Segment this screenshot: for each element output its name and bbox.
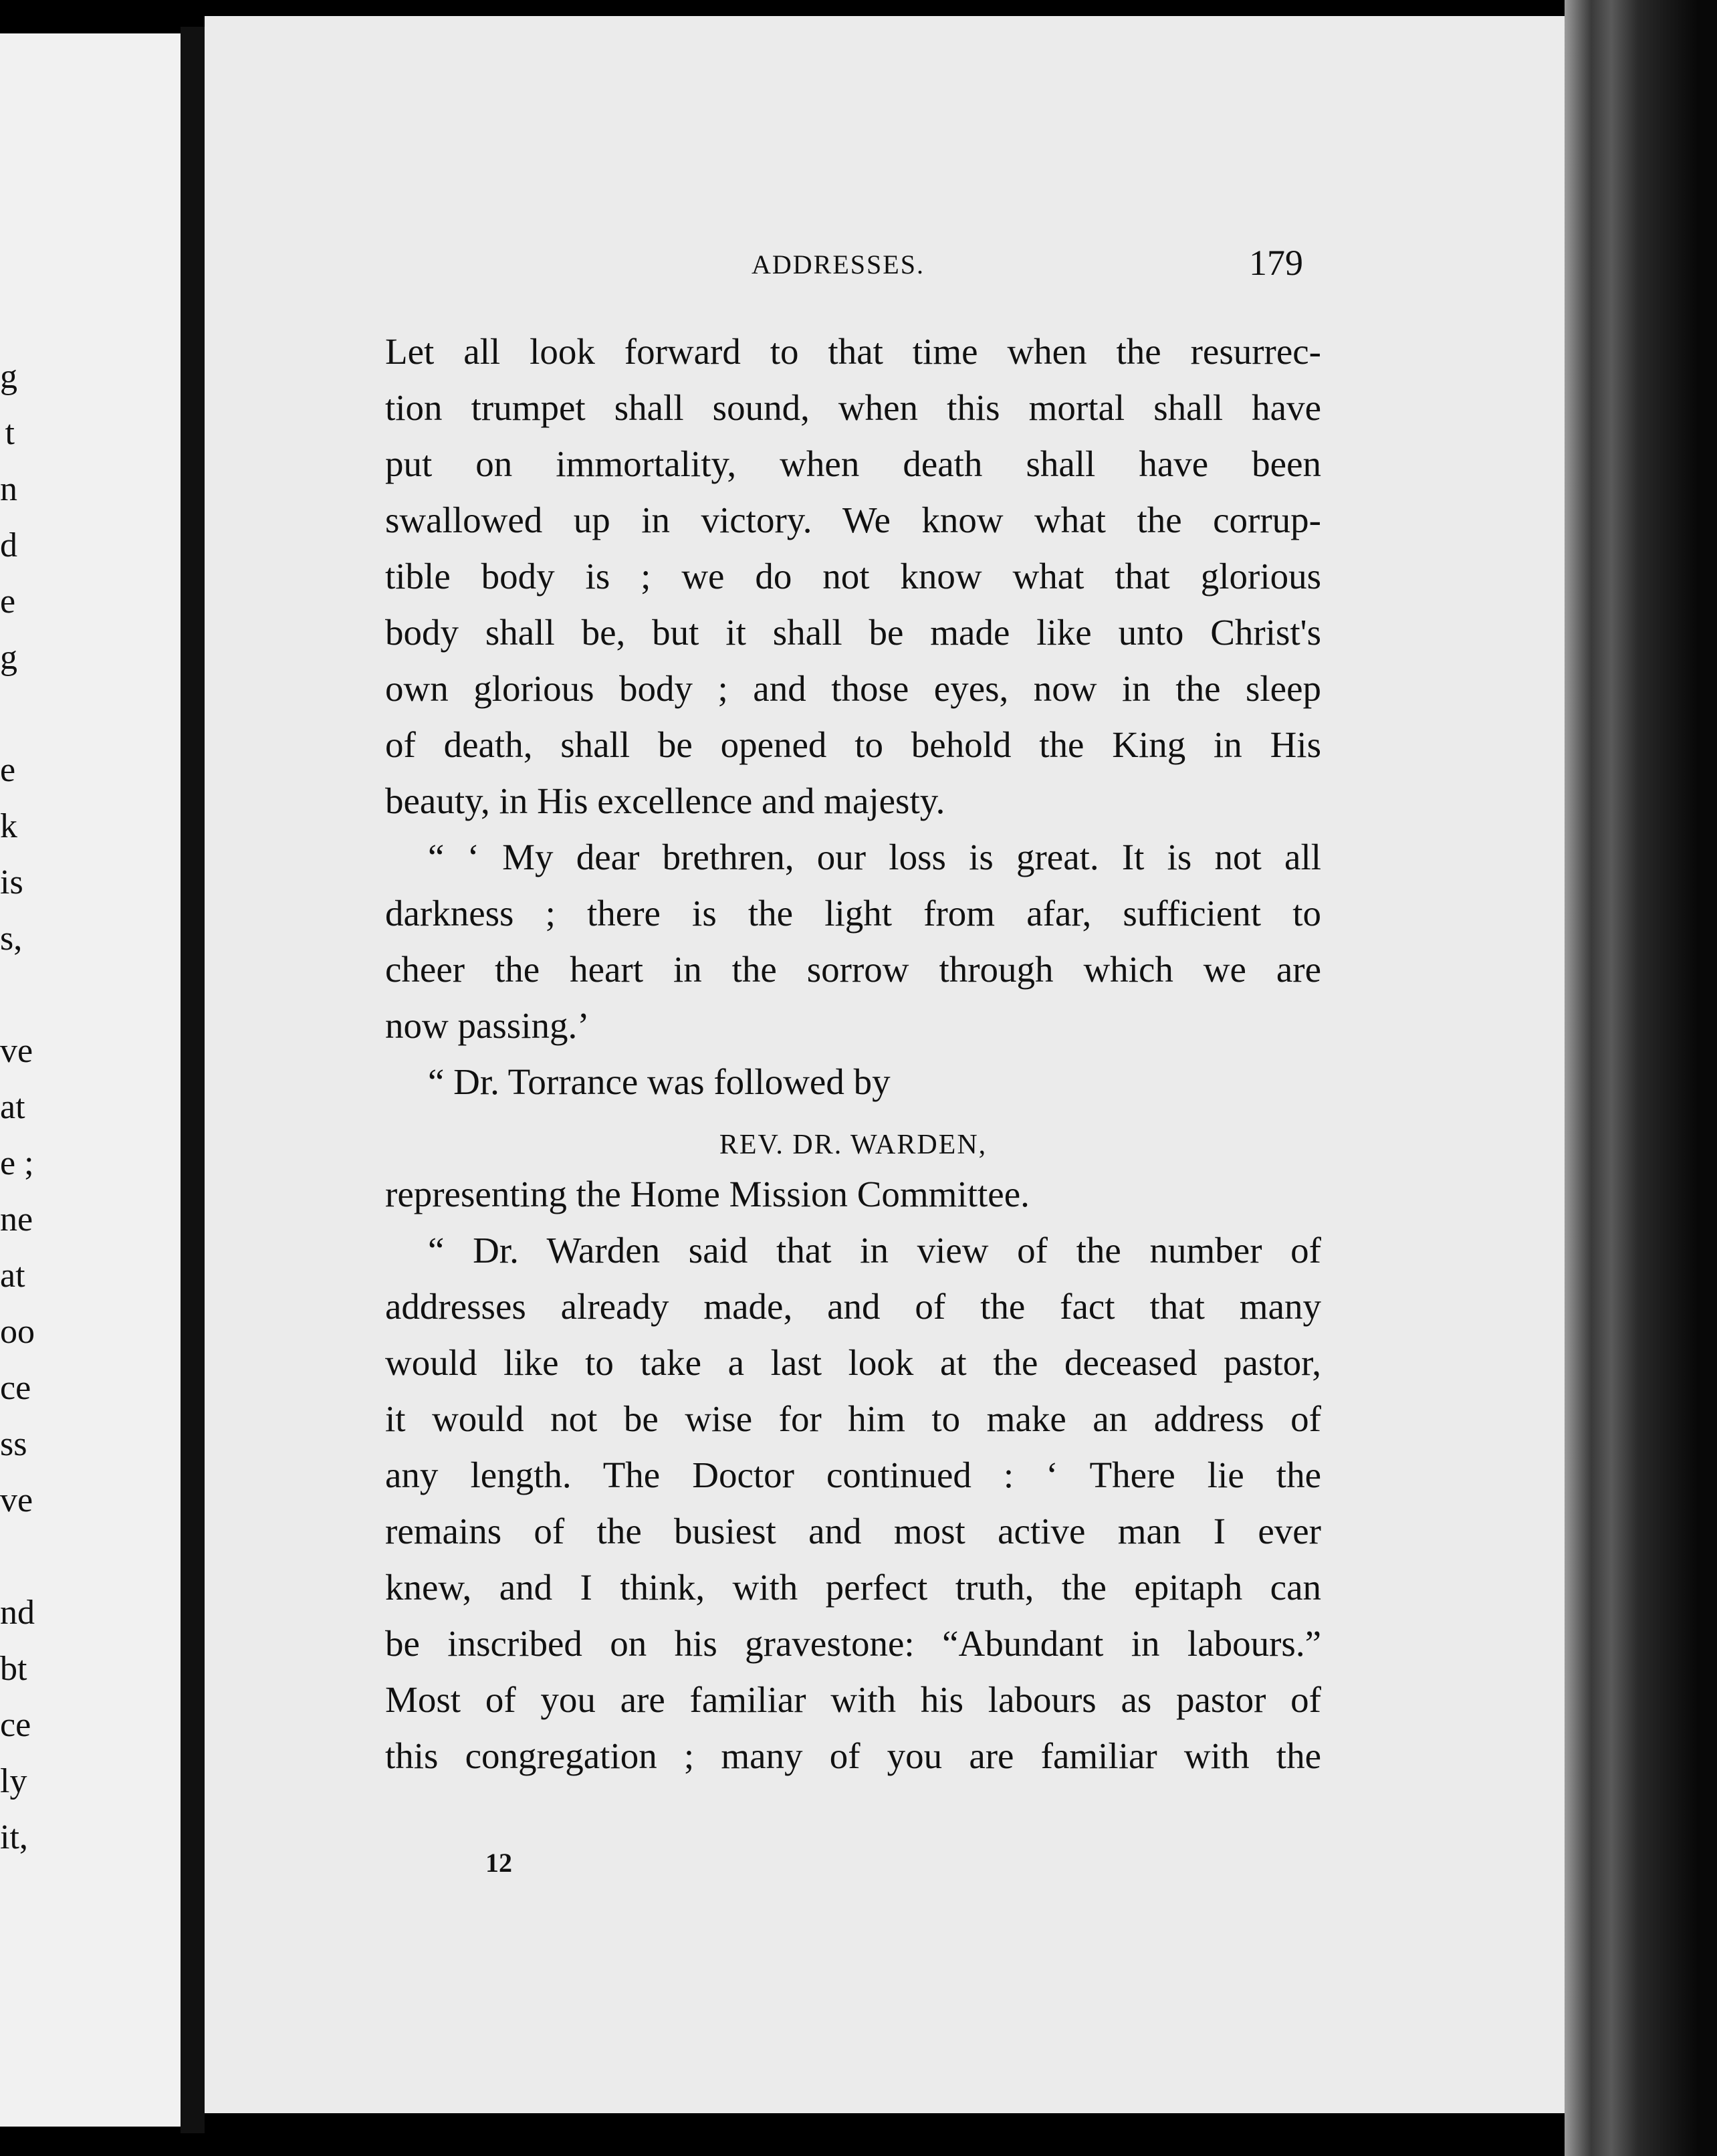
facing-line: ce (0, 1369, 31, 1407)
facing-line: oo (0, 1313, 35, 1351)
facing-line: nd (0, 1594, 35, 1632)
facing-line: n (0, 470, 17, 508)
facing-line: at (0, 1088, 25, 1126)
text-line: Most of you are familiar with his labours as pastor of (385, 1679, 1321, 1720)
facing-line: ce (0, 1706, 31, 1744)
facing-line: k (0, 807, 17, 845)
text-line: “ ‘ My dear brethren, our loss is great. It is not all (428, 837, 1321, 877)
text-line: of death, shall be opened to behold the King in His (385, 724, 1321, 765)
facing-line: e ; (0, 1144, 34, 1182)
facing-line: ve (0, 1481, 33, 1519)
running-head: ADDRESSES. (752, 249, 925, 280)
text-line: tion trumpet shall sound, when this mortal shall have (385, 387, 1321, 428)
text-line: remains of the busiest and most active man I ever (385, 1511, 1321, 1551)
text-line: beauty, in His excellence and majesty. (385, 780, 945, 821)
signature-mark: 12 (485, 1848, 512, 1878)
facing-line: ve (0, 1032, 33, 1070)
facing-line: ly (0, 1762, 27, 1800)
text-line: body shall be, but it shall be made like unto Christ's (385, 612, 1321, 653)
facing-line: t (5, 414, 15, 452)
page-body (385, 324, 1321, 1784)
facing-line: s, (0, 920, 23, 958)
book-gutter (181, 27, 205, 2133)
page-edges (1565, 0, 1717, 2156)
text-line: representing the Home Mission Committee. (385, 1174, 1030, 1214)
text-line: cheer the heart in the sorrow through which we are (385, 949, 1321, 990)
facing-line: at (0, 1257, 25, 1295)
section-heading: REV. DR. WARDEN, (719, 1129, 988, 1160)
facing-page-line-endings (0, 349, 181, 1866)
text-line: it would not be wise for him to make an address of (385, 1398, 1321, 1439)
page-number: 179 (1249, 243, 1303, 283)
text-line: now passing.’ (385, 1005, 590, 1046)
facing-line: bt (0, 1650, 27, 1688)
text-line: would like to take a last look at the deceased pastor, (385, 1342, 1321, 1383)
facing-line: d (0, 526, 17, 564)
text-line: put on immortality, when death shall have been (385, 443, 1321, 484)
facing-line: e (0, 751, 16, 789)
text-line: be inscribed on his gravestone: “Abundant in labours.” (385, 1623, 1321, 1664)
facing-line: ne (0, 1200, 33, 1238)
text-line: own glorious body ; and those eyes, now in the sleep (385, 668, 1321, 709)
text-line: “ Dr. Torrance was followed by (428, 1061, 891, 1102)
facing-line: e (0, 582, 16, 621)
text-line: any length. The Doctor continued : ‘ There lie the (385, 1454, 1321, 1495)
facing-line: it, (0, 1818, 28, 1856)
facing-page (0, 33, 181, 2127)
text-line: “ Dr. Warden said that in view of the number of (428, 1230, 1321, 1271)
facing-line: g (0, 639, 17, 677)
text-line: Let all look forward to that time when the resurrec- (385, 331, 1321, 372)
facing-line: g (0, 358, 17, 396)
text-line: swallowed up in victory. We know what the corrup- (385, 500, 1321, 540)
facing-line: is (0, 863, 23, 901)
text-line: this congregation ; many of you are familiar with the (385, 1735, 1321, 1776)
text-line: darkness ; there is the light from afar, sufficient to (385, 893, 1321, 934)
facing-line: ss (0, 1425, 27, 1463)
text-line: addresses already made, and of the fact that many (385, 1286, 1321, 1327)
text-line: tible body is ; we do not know what that glorious (385, 556, 1321, 597)
text-line: knew, and I think, with perfect truth, the epitaph can (385, 1567, 1321, 1608)
